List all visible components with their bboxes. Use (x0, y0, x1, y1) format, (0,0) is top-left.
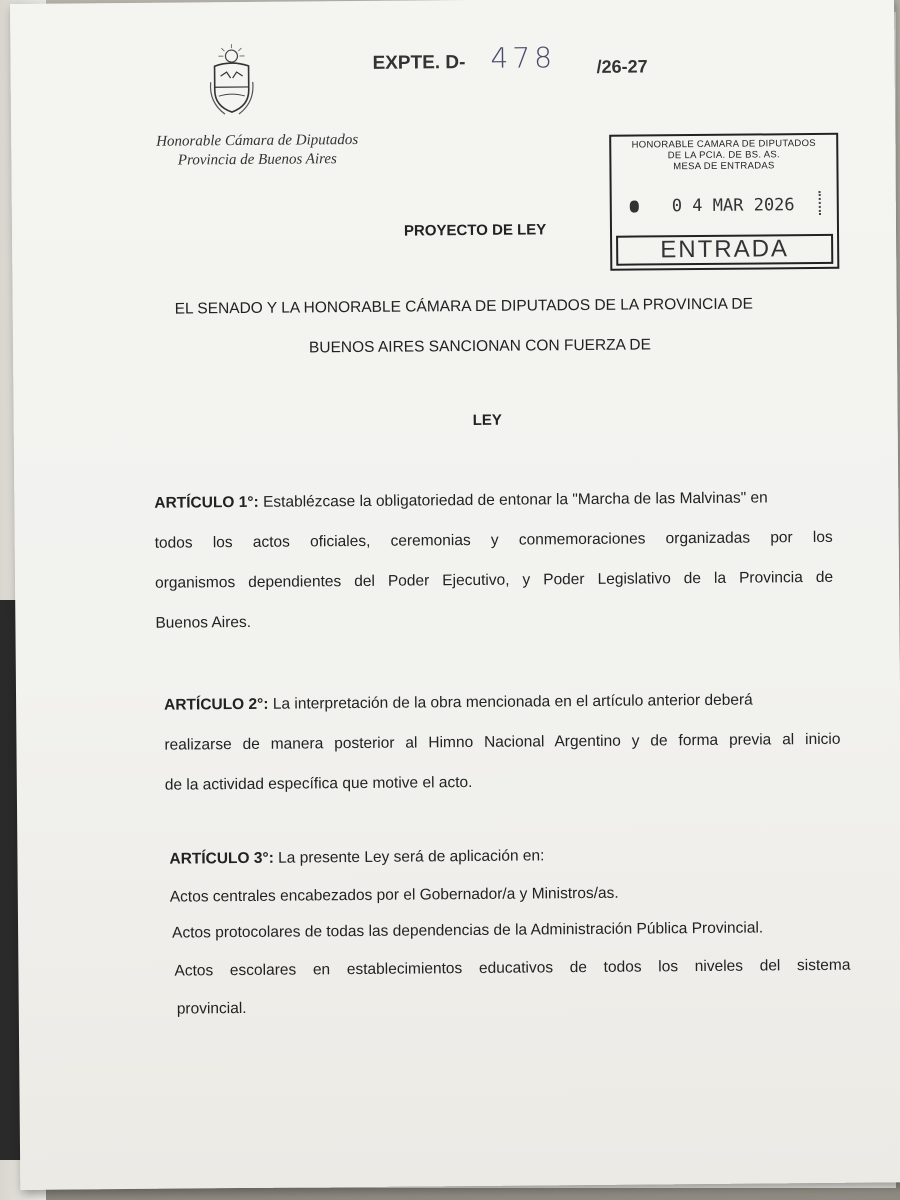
coat-of-arms-icon (206, 42, 257, 118)
stamp-tick (819, 191, 823, 215)
stamp-line-3: MESA DE ENTRADAS (673, 160, 775, 173)
article-3-line-2: Actos centrales encabezados por el Gobernador/a y Ministros/as. (169, 884, 619, 906)
article-3-label: ARTÍCULO 3°: (169, 849, 274, 868)
ink-mark (630, 201, 639, 213)
stamp-date: 0 4 MAR 2026 (671, 195, 795, 217)
stamp-header (611, 138, 836, 173)
article-2-text-1: La interpretación de la obra mencionada en el artículo anterior deberá (268, 691, 753, 713)
article-1-line-2: todos los actos oficiales, ceremonias y conmemoraciones organizadas por los (154, 528, 833, 552)
article-3-line-3: Actos protocolares de todas las dependencias de la Administración Pública Provincial. (172, 919, 764, 942)
expte-prefix: EXPTE. D- (372, 52, 466, 74)
article-3-line-4: Actos escolares en establecimientos educativos de todos los niveles del sistema (174, 956, 851, 980)
stamp-line-1: HONORABLE CAMARA DE DIPUTADOS (631, 137, 816, 151)
document-page (10, 0, 900, 1190)
article-1-text-1: Establézcase la obligatoriedad de entonar la "Marcha de las Malvinas" en (258, 489, 768, 511)
institution-line-2: Provincia de Buenos Aires (177, 151, 337, 169)
article-1-label: ARTÍCULO 1°: (154, 493, 259, 512)
article-3-text-1: La presente Ley será de aplicación en: (273, 847, 545, 867)
article-3-line-1 (169, 847, 544, 868)
stamp-line-2: DE LA PCIA. DE BS. AS. (667, 149, 780, 162)
article-1-line-3: organismos dependientes del Poder Ejecutivo, y Poder Legislativo de la Provincia de (154, 568, 834, 592)
reception-stamp (609, 133, 839, 271)
expte-number-handwritten: 478 (490, 41, 557, 75)
article-2-label: ARTÍCULO 2°: (164, 695, 269, 714)
preamble-line-2: BUENOS AIRES SANCIONAN CON FUERZA DE (308, 336, 652, 357)
article-2-line-1 (164, 692, 753, 715)
article-1-line-4: Buenos Aires. (155, 613, 252, 632)
article-1-line-1 (154, 489, 768, 512)
expte-year: /26-27 (596, 56, 648, 77)
article-2-line-2: realizarse de manera posterior al Himno Nacional Argentino y de forma previa al inicio (164, 730, 841, 754)
project-title: PROYECTO DE LEY (403, 221, 547, 240)
institution-name (127, 131, 387, 171)
preamble-line-1: EL SENADO Y LA HONORABLE CÁMARA DE DIPUTADOS DE LA PROVINCIA DE (174, 295, 754, 318)
article-2-line-3: de la actividad específica que motive el acto. (164, 773, 473, 794)
law-title: LEY (472, 411, 502, 429)
stamp-entrada-label: ENTRADA (616, 234, 833, 266)
institution-line-1: Honorable Cámara de Diputados (156, 131, 359, 150)
article-3-line-5: provincial. (176, 999, 247, 1018)
